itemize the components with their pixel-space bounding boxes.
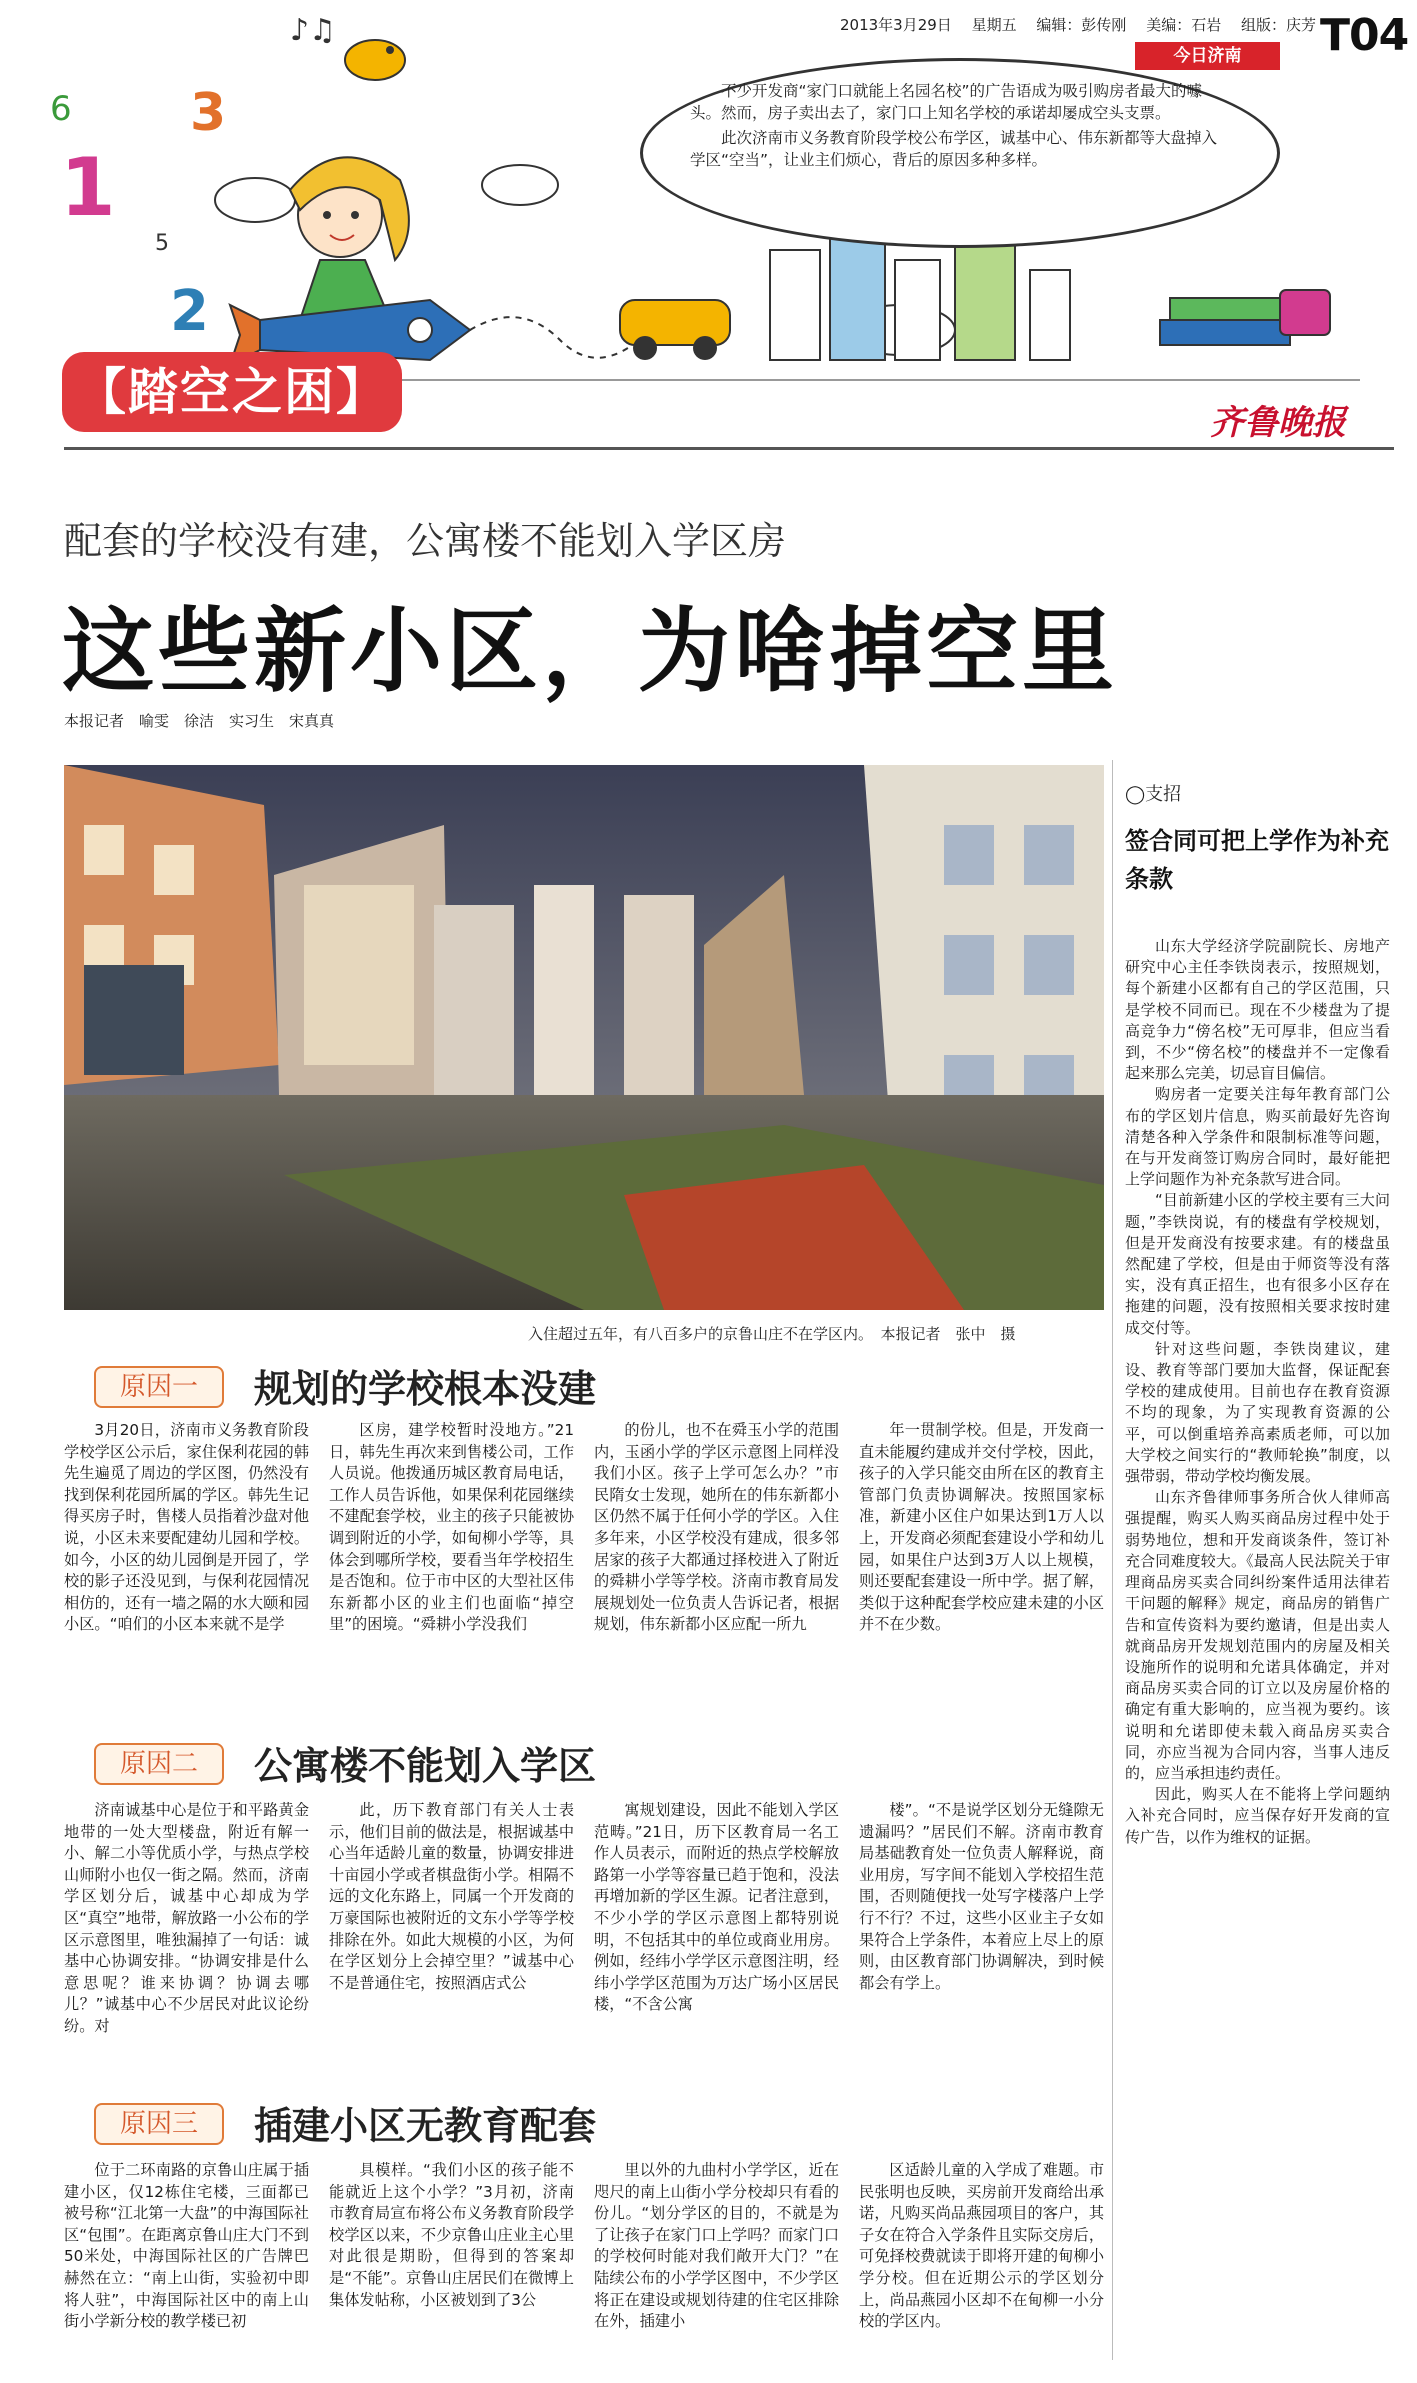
svg-text:1: 1 [60,141,116,234]
svg-text:5: 5 [155,231,169,256]
designer-credit: 美编：石岩 [1146,16,1222,34]
sidebar-paragraph: 山东大学经济学院副院长、房地产研究中心主任李铁岗表示，按照规划，每个新建小区都有自己的学区范围，只是学校不同而已。现在不少楼盘为了提高竞争力“傍名校”无可厚非，但应当看到，不少“傍名校”的楼盘并不一定像看起来那么完美，切忌盲目偏信。 [1125,937,1390,1083]
intro-paragraph: 不少开发商“家门口就能上名园名校”的广告语成为吸引购房者最大的噱头。然而，房子卖出去了，家门口上知名学校的承诺却屡成空头支票。 [690,82,1203,122]
svg-text:2: 2 [170,279,209,344]
photo-caption: 入住超过五年，有八百多户的京鲁山庄不在学区内。 本报记者 张中 摄 [528,1325,1016,1343]
body-column: 区适龄儿童的入学成了难题。市民张明也反映，买房前开发商给出承诺，凡购买尚品燕园项目的客户，其子女在符合入学条件且实际交房后，可免择校费就读于即将开建的甸柳小学分校。但在近期公示的学区划分上，尚品燕园小区却不在甸柳一小分校的学区内。 [859,2161,1104,2331]
layout-credit: 组版：庆芳 [1240,16,1316,34]
buildings-illustration [770,230,1070,360]
section-kicker: 【踏空之困】 [62,352,402,432]
reason-badge: 原因三 [94,2103,224,2145]
body-column: 的份儿，也不在舜玉小学的范围内，玉函小学的学区示意图上同样没我们小区。孩子上学可怎么办？”市民隋女士发现，她所在的伟东新都小区仍然不属于任何小学的学区。入住多年来，小区学校没有建成，很多邻居家的孩子大都通过择校进入了附近的舜耕小学等学校。济南市教育局发展规划处一位负责人告诉记者，根据规划，伟东新都小区应配一所九 [594,1421,839,1634]
body-column: 具模样。“我们小区的孩子能不能就近上这个小学？”3月初，济南市教育局宣布将公布义务教育阶段学校学区以来，不少京鲁山庄业主心里对此很是期盼，但得到的答案却是“不能”。京鲁山庄居民们在微博上集体发帖称，小区被划到了3公 [329,2161,574,2309]
svg-text:♪♫: ♪♫ [290,13,337,48]
article-photo [64,765,1104,1310]
reason-body-2 [64,1800,1104,2060]
issue-weekday: 星期五 [971,16,1017,34]
body-column: 位于二环南路的京鲁山庄属于插建小区，仅12栋住宅楼，三面都已被号称“江北第一大盘”的中海国际社区“包围”。在距离京鲁山庄大门不到50米处，中海国际社区的广告牌巴赫然在立：“南上山街，实验初中即将人驻”，中海国际社区中的南上山街小学新分校的教学楼已初 [64,2161,309,2331]
body-column: 楼”。“不是说学区划分无缝隙无遗漏吗？”居民们不解。济南市教育局基础教育处一位负责人解释说，商业用房，写字间不能划入学校招生范围，否则随便找一处写字楼落户上学行不行？不过，这些小区业主子女如果符合上学条件，本着应上尽上的原则，由区教育部门协调解决，到时候都会有学上。 [859,1801,1104,1992]
sidebar-title: 签合同可把上学作为补充条款 [1125,827,1389,893]
sidebar-paragraph: 山东齐鲁律师事务所合伙人律师高强提醒，购买人购买商品房过程中处于弱势地位，想和开发商谈条件，签订补充合同难度较大。《最高人民法院关于审理商品房买卖合同纠纷案件适用法律若干问题的解释》规定，商品房的销售广告和宣传资料为要约邀请，但是出卖人就商品房开发规划范围内的房屋及相关设施所作的说明和允诺具体确定，并对商品房买卖合同的订立以及房屋价格的确定有重大影响的，应当视为要约。该说明和允诺即使未载入商品房买卖合同，亦应当视为合同内容，当事人违反的，应当承担违约责任。 [1125,1488,1390,1782]
sidebar-body [1125,936,1390,1848]
bird-icon [345,40,405,80]
reason-heading-1 [64,1358,1104,1418]
svg-text:3: 3 [190,83,227,143]
article-byline: 本报记者 喻雯 徐洁 实习生 宋真真 [64,712,335,730]
issue-date: 2013年3月29日 [840,16,952,34]
reason-title: 公寓楼不能划入学区 [254,1744,597,1788]
reason-title: 插建小区无教育配套 [254,2104,597,2148]
reason-heading-3 [64,2095,1104,2155]
books-illustration [1160,290,1330,345]
sidebar-paragraph: 购房者一定要关注每年教育部门公布的学区划片信息，购买前最好先咨询清楚各种入学条件和限制标准等问题，在与开发商签订购房合同时，最好能把上学问题作为补充条款写进合同。 [1125,1085,1390,1189]
reason-heading-2 [64,1735,1104,1795]
reason-badge: 原因一 [94,1366,224,1408]
sidebar-advice [1125,780,1390,1848]
body-column: 3月20日，济南市义务教育阶段学校学区公示后，家住保利花园的韩先生遍觅了周边的学区图，仍然没有找到保利花园所属的学区。韩先生记得买房子时，售楼人员指着沙盘对他说，小区未来要配建幼儿园和学校。如今，小区的幼儿园倒是开园了，学校的影子还没见到，与保利花园情况相仿的，还有一墙之隔的水大颐和园小区。“咱们的小区本来就不是学 [64,1421,309,1634]
editor-credit: 编辑：彭传刚 [1036,16,1127,34]
reason-title: 规划的学校根本没建 [254,1367,597,1411]
body-column: 年一贯制学校。但是，开发商一直未能履约建成并交付学校，因此，孩子的入学只能交由所在区的教育主管部门负责协调解决。按照国家标准，新建小区住户如果达到1万人以上，开发商必须配套建设小学和幼儿园，如果住户达到3万人以上规模，则还要配套建设一所中学。据了解，类似于这种配套学校应建未建的小区并不在少数。 [859,1421,1104,1634]
article-headline: 这些新小区，为啥掉空里 [62,598,1119,705]
reason-badge: 原因二 [94,1743,224,1785]
svg-text:6: 6 [50,89,72,129]
reason-body-3 [64,2160,1104,2375]
girl-illustration [290,157,409,320]
article-subhead: 配套的学校没有建，公寓楼不能划入学区房 [64,519,787,563]
body-column: 此，历下教育部门有关人士表示，他们目前的做法是，根据诚基中心当年适龄儿童的数量，协调安排进十亩园小学或者棋盘街小学。相隔不远的文化东路上，同属一个开发商的万豪国际也被附近的文东小学等学校排除在外。如此大规模的小区，为何在学区划分上会掉空里？”诚基中心不是普通住宅，按照酒店式公 [329,1801,574,1992]
intro-text [690,80,1230,174]
sidebar-paragraph: “目前新建小区的学校主要有三大问题，”李铁岗说，有的楼盘有学校规划，但是开发商没有按要求建。有的楼盘虽然配建了学校，但是由于师资等没有落实，没有真正招生，也有很多小区存在拖建的问题，没有按照相关要求按时建成交付等。 [1125,1191,1390,1337]
sidebar-paragraph: 针对这些问题，李铁岗建议，建设、教育等部门要加大监督，保证配套学校的建成使用。目前也存在教育资源不均的现象，为了实现教育资源的公平，可以倒重培养高素质老师，可以加大学校之间实行的“教师轮换”制度，以强带弱，带动学校均衡发展。 [1125,1339,1390,1486]
body-column: 寓规划建设，因此不能划入学区范畴。”21日，历下区教育局一名工作人员表示，而附近的热点学校解放路第一小学等容量已趋于饱和，没法再增加新的学区生源。记者注意到，不少小学的学区示意图上都特别说明，不包括其中的单位或商业用房。例如，经纬小学学区示意图注明，经纬小学学区范围为万达广场小区居民楼，“不含公寓 [594,1801,839,2014]
section-tag: 今日济南 [1135,42,1280,70]
sidebar-divider [1112,760,1113,2360]
car-illustration [620,300,730,360]
page-number: T04 [1320,10,1409,61]
body-column: 区房，建学校暂时没地方。”21日，韩先生再次来到售楼公司，工作人员说。他拨通历城区教育局电话，工作人员告诉他，如果保利花园继续不建配套学校，业主的孩子只能被协调到附近的小学，如甸柳小学等，具体会到哪所学校，要看当年学校招生是否饱和。位于市中区的大型社区伟东新都小区的业主们也面临“掉空里”的困境。“舜耕小学没我们 [329,1421,574,1634]
sidebar-paragraph: 因此，购买人在不能将上学问题纳入补充合同时，应当保存好开发商的宣传广告，以作为维权的证据。 [1125,1785,1390,1846]
sidebar-kicker: ◯支招 [1125,784,1182,805]
reason-body-1 [64,1420,1104,1705]
newspaper-logo: 齐鲁晚报 [1210,403,1346,443]
intro-paragraph: 此次济南市义务教育阶段学校公布学区，诚基中心、伟东新都等大盘掉入学区“空当”，让业主们烦心，背后的原因多种多样。 [690,129,1218,169]
body-column: 里以外的九曲村小学学区，近在咫尺的南上山街小学分校却只有看的份儿。“划分学区的目的，不就是为了让孩子在家门口上学吗？而家门口的学校何时能对我们敞开大门？”在陆续公布的小学学区图中，不少学区将正在建设或规划待建的住宅区排除在外，插建小 [594,2161,839,2331]
body-column: 济南诚基中心是位于和平路黄金地带的一处大型楼盘，附近有解一小、解二小等优质小学，与热点学校山师附小也仅一街之隔。然而，济南学区划分后，诚基中心却成为学区“真空”地带，解放路一小公布的学区示意图里，唯独漏掉了一句话：诚基中心协调安排。“协调安排是什么意思呢？谁来协调？协调去哪儿？”诚基中心不少居民对此议论纷纷。对 [64,1801,309,2035]
